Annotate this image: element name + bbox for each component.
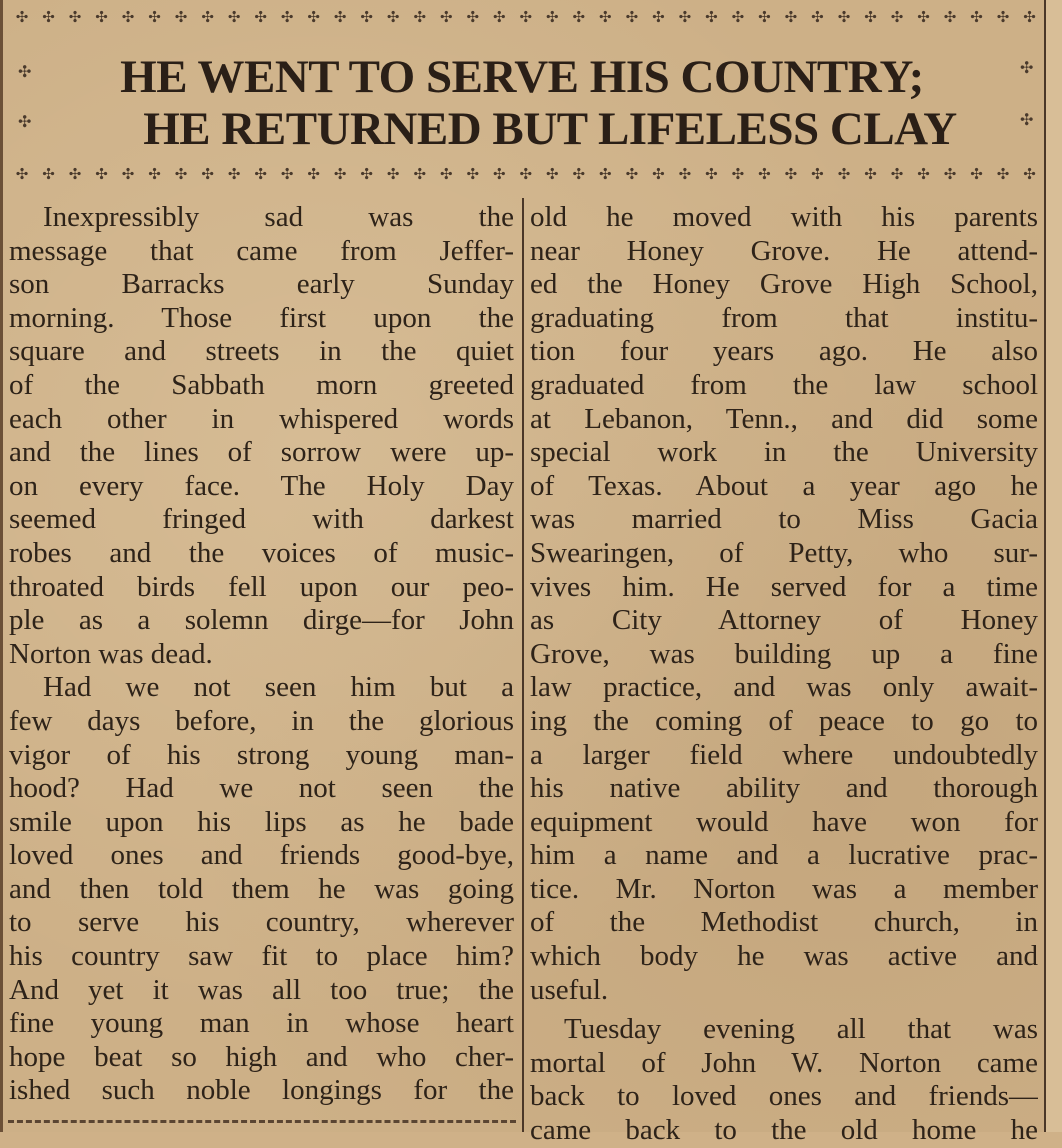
ornament-glyph: ✣	[917, 165, 930, 183]
ornament-glyph: ✣	[254, 8, 267, 26]
text-line: few days before, in the glorious	[9, 704, 514, 737]
ornament-glyph: ✣	[890, 165, 904, 183]
text-line: his native ability and thorough	[530, 772, 1038, 805]
headline-ornament-left-1: ✣	[18, 62, 32, 81]
text-line: ing the coming of peace to go to	[530, 704, 1038, 737]
ornament-glyph: ✣	[996, 8, 1010, 26]
text-line: to serve his country, wherever	[9, 906, 514, 939]
ornament-glyph: ✣	[864, 165, 877, 183]
text-line: loved ones and friends good-bye,	[9, 839, 514, 872]
text-line: a larger field where undoubtedly	[530, 738, 1038, 771]
ornament-glyph: ✣	[413, 8, 427, 26]
ornament-glyph: ✣	[280, 8, 294, 26]
ornament-glyph: ✣	[519, 8, 533, 26]
text-line: of the Sabbath morn greeted	[9, 368, 514, 401]
text-line: smile upon his lips as he bade	[9, 805, 514, 838]
column-divider	[522, 198, 524, 1132]
ornament-glyph: ✣	[837, 165, 851, 183]
ornament-glyph: ✣	[254, 165, 267, 183]
text-line: hood? Had we not seen the	[9, 772, 514, 805]
text-line: tice. Mr. Norton was a member	[530, 872, 1038, 905]
text-line: equipment would have won for	[530, 805, 1038, 838]
text-line: message that came from Jeffer-	[9, 234, 514, 267]
ornament-glyph: ✣	[386, 8, 400, 26]
text-line: of the Methodist church, in	[530, 906, 1038, 939]
ornament-glyph: ✣	[42, 8, 55, 26]
text-line: Had we not seen him but a	[43, 671, 514, 704]
text-line: fine young man in whose heart	[9, 1007, 514, 1040]
left-column-body	[9, 201, 514, 1108]
ornament-glyph: ✣	[572, 8, 586, 26]
text-line: back to loved ones and friends—	[530, 1080, 1038, 1113]
ornament-glyph: ✣	[890, 8, 904, 26]
text-line: Swearingen, of Petty, who sur-	[530, 536, 1038, 569]
ornament-glyph: ✣	[943, 8, 957, 26]
text-line: which body he was active and	[530, 940, 1038, 973]
ornament-glyph: ✣	[148, 8, 161, 26]
ornament-glyph: ✣	[148, 165, 161, 183]
text-line: Grove, was building up a fine	[530, 637, 1038, 670]
ornament-glyph: ✣	[227, 165, 241, 183]
text-line: on every face. The Holy Day	[9, 469, 514, 502]
text-line: square and streets in the quiet	[9, 335, 514, 368]
ornament-glyph: ✣	[970, 165, 983, 183]
ornament-glyph: ✣	[678, 165, 692, 183]
text-line: mortal of John W. Norton came	[530, 1046, 1038, 1079]
ornament-glyph: ✣	[360, 165, 373, 183]
ornament-glyph: ✣	[731, 165, 745, 183]
ornament-glyph: ✣	[546, 8, 559, 26]
text-line: law practice, and was only await-	[530, 671, 1038, 704]
text-line: tion four years ago. He also	[530, 335, 1038, 368]
ornament-glyph: ✣	[15, 8, 29, 26]
ornament-glyph: ✣	[466, 8, 480, 26]
text-line: Norton was dead.	[9, 637, 213, 670]
ornament-glyph: ✣	[307, 165, 320, 183]
text-line: useful.	[530, 973, 609, 1006]
ornament-glyph: ✣	[121, 165, 135, 183]
text-line: was married to Miss Gacia	[530, 503, 1038, 536]
top-ornament-border	[12, 6, 1040, 28]
ornament-glyph: ✣	[625, 165, 639, 183]
ornament-glyph: ✣	[174, 8, 188, 26]
text-line: seemed fringed with darkest	[9, 503, 514, 536]
ornament-glyph: ✣	[466, 165, 480, 183]
ornament-glyph: ✣	[492, 165, 506, 183]
text-line: ed the Honey Grove High School,	[530, 268, 1038, 301]
ornament-glyph: ✣	[837, 8, 851, 26]
ornament-glyph: ✣	[599, 8, 612, 26]
ornament-glyph: ✣	[174, 165, 188, 183]
ornament-glyph: ✣	[652, 165, 665, 183]
right-column-body	[530, 201, 1038, 1148]
text-line: special work in the University	[530, 436, 1038, 469]
ornament-glyph: ✣	[652, 8, 665, 26]
ornament-glyph: ✣	[121, 8, 135, 26]
bottom-cut-rule	[8, 1120, 516, 1131]
ornament-glyph: ✣	[784, 8, 798, 26]
text-line: at Lebanon, Tenn., and did some	[530, 402, 1038, 435]
clipping-left-edge	[0, 0, 3, 1132]
ornament-glyph: ✣	[758, 165, 771, 183]
ornament-glyph: ✣	[705, 165, 718, 183]
ornament-glyph: ✣	[996, 165, 1010, 183]
text-line: graduating from that institu-	[530, 301, 1038, 334]
adjacent-column-strip	[1046, 0, 1062, 1132]
text-line: morning. Those first upon the	[9, 301, 514, 334]
ornament-glyph: ✣	[519, 165, 533, 183]
ornament-glyph: ✣	[758, 8, 771, 26]
text-line: him a name and a lucrative prac-	[530, 839, 1038, 872]
ornament-glyph: ✣	[492, 8, 506, 26]
ornament-glyph: ✣	[95, 8, 108, 26]
ornament-glyph: ✣	[572, 165, 586, 183]
ornament-glyph: ✣	[68, 8, 82, 26]
ornament-glyph: ✣	[864, 8, 877, 26]
ornament-glyph: ✣	[439, 8, 453, 26]
ornament-glyph: ✣	[811, 165, 824, 183]
text-line: ple as a solemn dirge—for John	[9, 604, 514, 637]
ornament-glyph: ✣	[386, 165, 400, 183]
ornament-glyph: ✣	[784, 165, 798, 183]
text-line: and the lines of sorrow were up-	[9, 436, 514, 469]
ornament-glyph: ✣	[705, 8, 718, 26]
text-line: son Barracks early Sunday	[9, 268, 514, 301]
text-line: Tuesday evening all that was	[564, 1013, 1038, 1046]
text-line: vives him. He served for a time	[530, 570, 1038, 603]
ornament-glyph: ✣	[280, 165, 294, 183]
ornament-glyph: ✣	[546, 165, 559, 183]
text-line: as City Attorney of Honey	[530, 604, 1038, 637]
headline-ornament-right-2: ✣	[1020, 110, 1034, 129]
ornament-glyph: ✣	[307, 8, 320, 26]
text-line: ished such noble longings for the	[9, 1074, 514, 1107]
bottom-ornament-border	[12, 163, 1040, 185]
ornament-glyph: ✣	[439, 165, 453, 183]
text-line: his country saw fit to place him?	[9, 940, 514, 973]
ornament-glyph: ✣	[1023, 165, 1036, 183]
ornament-glyph: ✣	[413, 165, 427, 183]
ornament-glyph: ✣	[360, 8, 373, 26]
text-line: old he moved with his parents	[530, 201, 1038, 233]
ornament-glyph: ✣	[15, 165, 29, 183]
ornament-glyph: ✣	[333, 165, 347, 183]
ornament-glyph: ✣	[917, 8, 930, 26]
ornament-glyph: ✣	[599, 165, 612, 183]
text-line: And yet it was all too true; the	[9, 973, 514, 1006]
text-line: throated birds fell upon our peo-	[9, 570, 514, 603]
ornament-glyph: ✣	[625, 8, 639, 26]
text-line: near Honey Grove. He attend-	[530, 234, 1038, 267]
text-line: robes and the voices of music-	[9, 536, 514, 569]
ornament-glyph: ✣	[811, 8, 824, 26]
headline-ornament-right-1: ✣	[1020, 58, 1034, 77]
ornament-glyph: ✣	[201, 8, 214, 26]
ornament-glyph: ✣	[227, 8, 241, 26]
headline-line-1: HE WENT TO SERVE HIS COUNTRY;	[120, 51, 924, 103]
text-line: vigor of his strong young man-	[9, 738, 514, 771]
text-line: each other in whispered words	[9, 402, 514, 435]
ornament-glyph: ✣	[95, 165, 108, 183]
headline-line-2: HE RETURNED BUT LIFELESS CLAY	[143, 103, 957, 155]
text-line: came back to the old home he	[530, 1114, 1038, 1147]
text-line: hope beat so high and who cher-	[9, 1040, 514, 1073]
ornament-glyph: ✣	[678, 8, 692, 26]
text-line: of Texas. About a year ago he	[530, 469, 1038, 502]
headline-ornament-left-2: ✣	[18, 112, 32, 131]
text-line: Inexpressibly sad was the	[43, 201, 514, 233]
ornament-glyph: ✣	[970, 8, 983, 26]
ornament-glyph: ✣	[42, 165, 55, 183]
text-line: graduated from the law school	[530, 368, 1038, 401]
ornament-glyph: ✣	[68, 165, 82, 183]
ornament-glyph: ✣	[333, 8, 347, 26]
text-line: and then told them he was going	[9, 872, 514, 905]
ornament-glyph: ✣	[201, 165, 214, 183]
ornament-glyph: ✣	[731, 8, 745, 26]
ornament-glyph: ✣	[943, 165, 957, 183]
ornament-glyph: ✣	[1023, 8, 1036, 26]
